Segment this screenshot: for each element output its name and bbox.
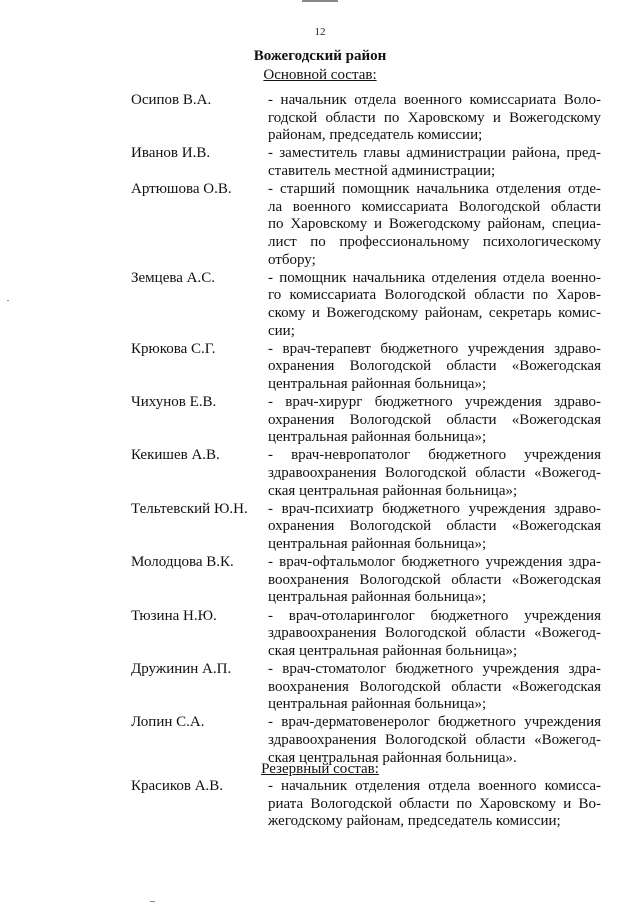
district-title: Вожегодский район [253, 48, 387, 64]
main-section-title: Основной состав: [263, 67, 377, 83]
member-role-line: лист по профессиональному психологическому [268, 233, 601, 250]
member-role-line: сии; [268, 322, 295, 339]
member-role-line: охранения Вологодской области «Вожегодская [268, 358, 601, 375]
member-entry [131, 501, 601, 554]
member-entry [131, 341, 601, 394]
member-role [268, 554, 601, 607]
member-role-line: центральная районная больница»; [268, 696, 487, 713]
member-role [268, 145, 601, 180]
reserve-section-title: Резервный состав: [261, 761, 379, 777]
member-name: Тельтевский Ю.Н. [131, 500, 248, 517]
member-entry [131, 181, 601, 269]
member-entry [131, 394, 601, 447]
member-role-line: центральная районная больница»; [268, 429, 487, 446]
member-role [268, 341, 601, 394]
member-role [268, 447, 601, 500]
member-role-line: - врач-терапевт бюджетного учреждения здраво- [268, 340, 601, 357]
member-entry [131, 447, 601, 500]
member-name: Дружинин А.П. [131, 660, 232, 677]
member-role-line: воохранения Вологодской области «Вожегодская [268, 678, 601, 695]
member-role-line: - помощник начальника отделения отдела военно- [268, 269, 601, 286]
member-role-line: - врач-стоматолог бюджетного учреждения здра- [268, 660, 601, 677]
member-role [268, 608, 601, 661]
member-name: Крюкова С.Г. [131, 340, 216, 357]
member-role-line: - начальник отделения отдела военного комисса- [268, 778, 601, 794]
member-role [268, 661, 601, 714]
member-role-line: - врач-психиатр бюджетного учреждения здраво- [268, 500, 601, 517]
page-number: 12 [314, 26, 326, 38]
member-role-line: - заместитель главы администрации района, пред- [268, 145, 601, 162]
member-role-line: го комиссариата Вологодской области по Харов- [268, 287, 601, 304]
member-role-line: - врач-офтальмолог бюджетного учреждения здра- [268, 554, 601, 571]
member-name: Иванов И.В. [131, 145, 211, 162]
member-role-line: центральная районная больница»; [268, 589, 487, 606]
member-name: Осипов В.А. [131, 92, 212, 108]
member-entry [131, 778, 601, 831]
member-role-line: - врач-отоларинголог бюджетного учреждения [268, 607, 601, 624]
member-entry [131, 714, 601, 767]
member-name: Лопин С.А. [131, 714, 205, 731]
member-role-line: отбору; [268, 251, 316, 268]
member-entry [131, 661, 601, 714]
scan-mark-bottom [150, 901, 155, 902]
member-name: Земцева А.С. [131, 269, 215, 286]
member-role-line: риата Вологодской области по Харовскому и Во- [268, 795, 601, 812]
member-entry [131, 554, 601, 607]
member-role-line: ская центральная районная больница»; [268, 642, 518, 659]
member-role-line: центральная районная больница»; [268, 536, 487, 552]
member-role-line: годской области по Харовскому и Вожегодскому [268, 109, 601, 126]
member-role-line: ла военного комиссариата Вологодской области [268, 198, 601, 215]
member-name: Артюшова О.В. [131, 181, 232, 198]
member-role-line: ская центральная районная больница»; [268, 482, 518, 499]
member-role [268, 181, 601, 269]
member-role-line: районам, председатель комиссии; [268, 127, 483, 144]
main-members-list [131, 92, 601, 767]
scan-mark-top [302, 0, 338, 2]
member-role [268, 714, 601, 767]
member-role-line: здравоохранения Вологодской области «Вожегод- [268, 731, 601, 748]
member-role-line: жегодскому районам, председатель комиссии; [268, 813, 561, 830]
member-role-line: охранения Вологодской области «Вожегодская [268, 518, 601, 535]
member-role-line: ставитель местной администрации; [268, 162, 496, 179]
member-name: Чихунов Е.В. [131, 394, 217, 411]
member-name: Молодцова В.К. [131, 554, 234, 571]
scan-mark-left [7, 300, 9, 301]
reserve-members-list [131, 778, 601, 831]
member-role-line: воохранения Вологодской области «Вожегодская [268, 571, 601, 588]
member-role-line: - врач-дерматовенеролог бюджетного учреждения [268, 714, 601, 731]
member-entry [131, 145, 601, 180]
member-role-line: - начальник отдела военного комиссариата Воло- [268, 92, 601, 108]
member-role [268, 501, 601, 554]
member-role-line: - врач-невропатолог бюджетного учреждения [268, 447, 601, 464]
member-name: Тюзина Н.Ю. [131, 607, 217, 624]
member-name: Красиков А.В. [131, 778, 224, 794]
member-entry [131, 608, 601, 661]
member-role-line: по Харовскому и Вожегодскому районам, специа- [268, 216, 601, 233]
member-role-line: - врач-хирург бюджетного учреждения здраво- [268, 394, 601, 411]
member-role-line: скому и Вожегодскому районам, секретарь комис- [268, 304, 601, 321]
member-role [268, 270, 601, 340]
member-role [268, 778, 601, 831]
member-role-line: здравоохранения Вологодской области «Вожегод- [268, 625, 601, 642]
member-role-line: ская центральная районная больница». [268, 749, 517, 766]
member-role-line: - старший помощник начальника отделения отде- [268, 181, 601, 198]
member-name: Кекишев А.В. [131, 447, 220, 464]
member-role-line: здравоохранения Вологодской области «Вожегод- [268, 465, 601, 482]
member-role [268, 92, 601, 145]
member-entry [131, 92, 601, 145]
member-role-line: охранения Вологодской области «Вожегодская [268, 411, 601, 428]
member-role [268, 394, 601, 447]
member-entry [131, 270, 601, 340]
member-role-line: центральная районная больница»; [268, 375, 487, 392]
